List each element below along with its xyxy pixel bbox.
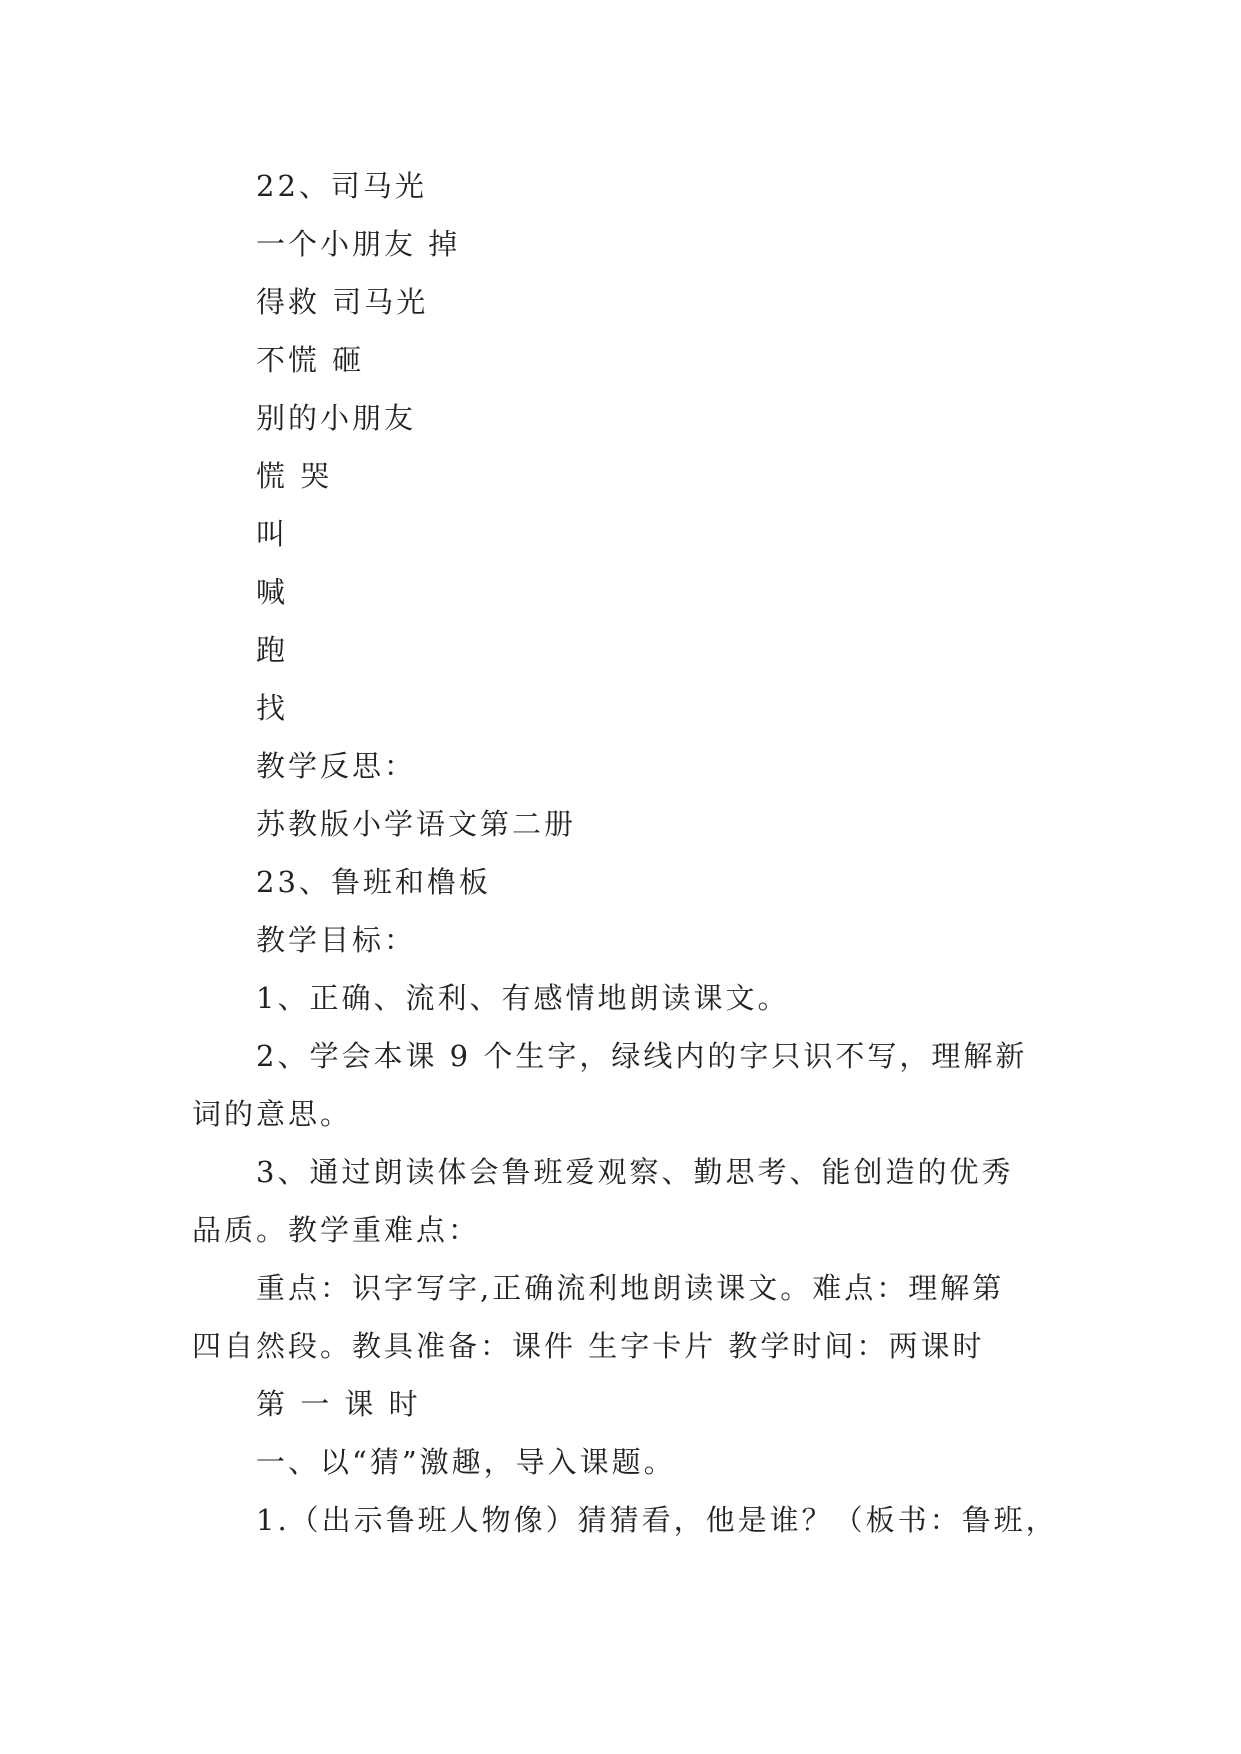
textbook-title: 苏教版小学语文第二册 — [256, 807, 577, 841]
step-1: 1.（出示鲁班人物像）猜猜看，他是谁？（板书：鲁班， — [256, 1503, 1058, 1537]
board-line: 别的小朋友 — [256, 401, 417, 435]
objective-1: 1、正确、流利、有感情地朗读课文。 — [256, 981, 790, 1015]
board-line: 找 — [256, 691, 289, 725]
board-line: 一个小朋友 掉 — [256, 227, 461, 261]
objectives-heading: 教学目标： — [256, 923, 417, 957]
lesson-23-title: 23、鲁班和橹板 — [256, 865, 491, 899]
key-points-cont: 四自然段。教具准备：课件 生字卡片 教学时间：两课时 — [192, 1329, 985, 1363]
board-line: 得救 司马光 — [256, 285, 429, 319]
board-line: 不慌 砸 — [256, 343, 365, 377]
objective-3: 3、通过朗读体会鲁班爱观察、勤思考、能创造的优秀 — [256, 1155, 1014, 1189]
first-period-heading: 第 一 课 时 — [256, 1387, 421, 1421]
board-line: 慌 哭 — [256, 459, 333, 493]
objective-2-cont: 词的意思。 — [192, 1097, 353, 1131]
objective-3-cont: 品质。教学重难点： — [192, 1213, 481, 1247]
lesson-22-title: 22、司马光 — [256, 169, 427, 203]
board-line: 叫 — [256, 517, 289, 551]
board-line: 喊 — [256, 575, 289, 609]
reflection-heading: 教学反思： — [256, 749, 417, 783]
board-line: 跑 — [256, 633, 289, 667]
key-points: 重点：识字写字,正确流利地朗读课文。难点：理解第 — [256, 1271, 1005, 1305]
section-1-heading: 一、以“猜”激趣，导入课题。 — [256, 1445, 676, 1479]
objective-2: 2、学会本课 9 个生字，绿线内的字只识不写，理解新 — [256, 1039, 1028, 1073]
